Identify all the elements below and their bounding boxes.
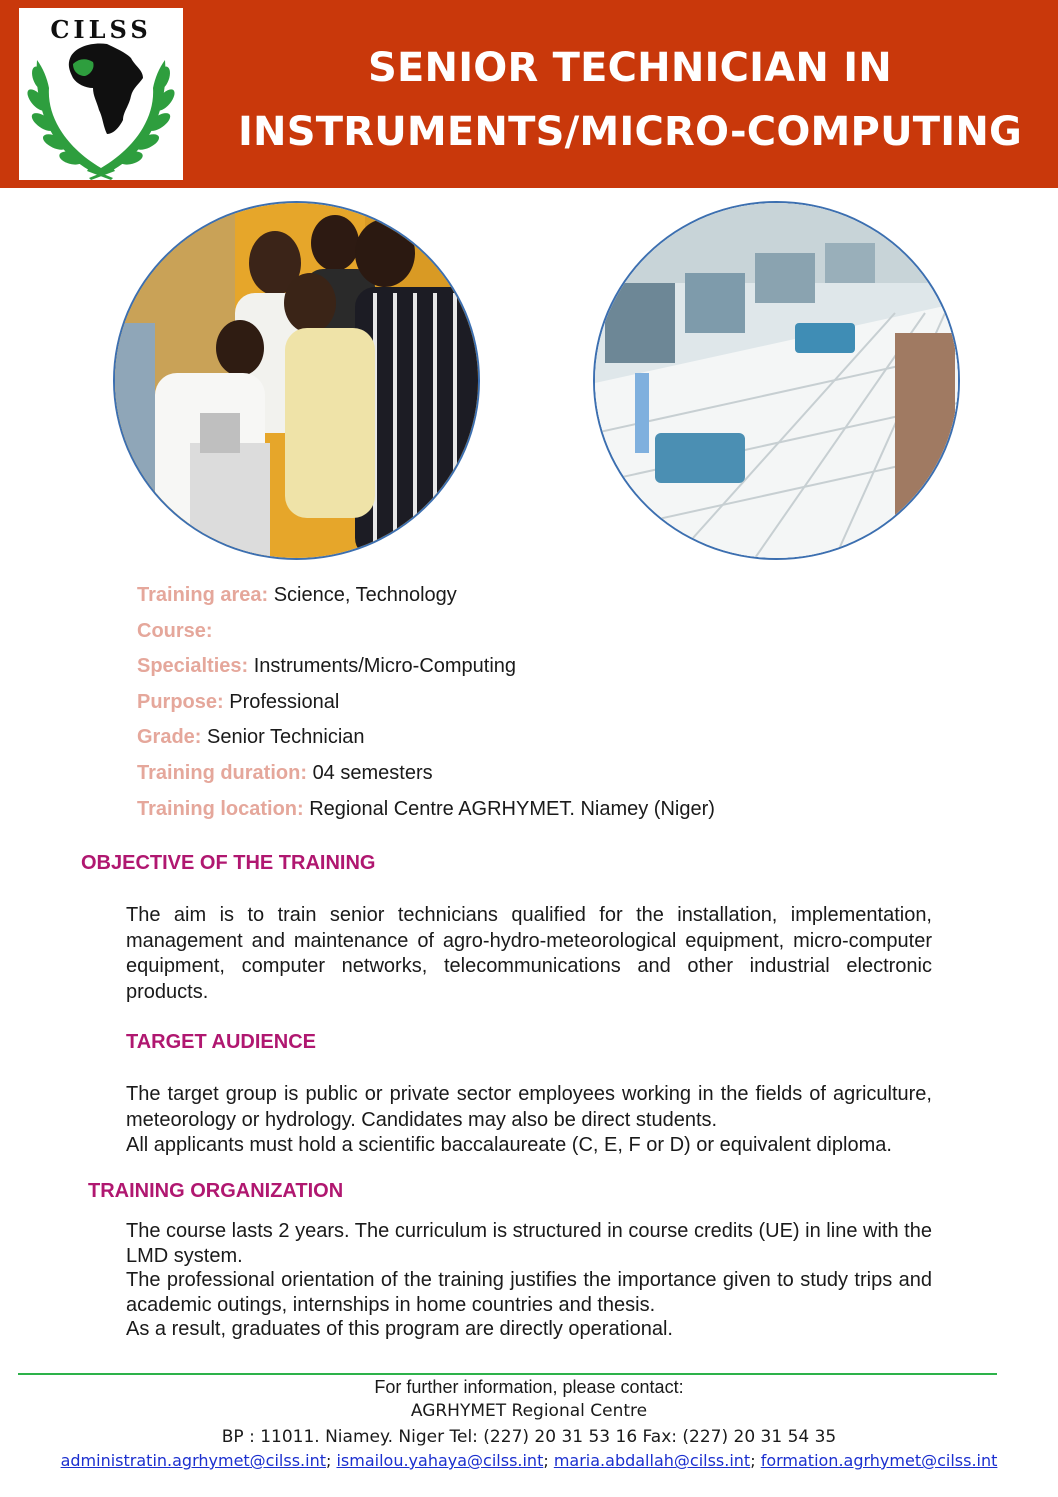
fact-grade: Grade: Senior Technician bbox=[137, 726, 365, 749]
objective-heading: OBJECTIVE OF THE TRAINING bbox=[81, 852, 376, 874]
organization-text-2: The professional orientation of the training justifies the importance given to study trips and academic outings, internships in home countries and thesis. bbox=[126, 1269, 932, 1316]
audience-text-2: All applicants must hold a scientific baccalaureate (C, E, F or D) or equivalent diploma. bbox=[126, 1134, 892, 1156]
laboratory-photo bbox=[593, 201, 960, 560]
organization-text-1: The course lasts 2 years. The curriculum is structured in course credits (UE) in line with the LMD system. bbox=[126, 1220, 932, 1267]
africa-laurel-logo-icon bbox=[19, 8, 183, 180]
header-banner bbox=[0, 0, 1058, 188]
fact-course: Course: bbox=[137, 619, 213, 642]
organization-heading: TRAINING ORGANIZATION bbox=[88, 1180, 344, 1202]
footer-divider bbox=[18, 1373, 997, 1375]
fact-specialties: Specialties: Instruments/Micro-Computing bbox=[137, 655, 517, 678]
footer-contact-intro: For further information, please contact: bbox=[374, 1377, 684, 1397]
fact-training-location: Training location: Regional Centre AGRHYMET. Niamey (Niger) bbox=[137, 797, 715, 820]
students-photo-image bbox=[115, 203, 478, 558]
email-link-maria[interactable]: maria.abdallah@cilss.int bbox=[553, 1451, 751, 1470]
students-training-photo bbox=[113, 201, 480, 560]
footer-email-links: administratin.agrhymet@cilss.int; ismailou.yahaya@cilss.int; maria.abdallah@cilss.int; formation.agrhymet@cilss.int bbox=[60, 1451, 998, 1470]
title-line-1: SENIOR TECHNICIAN IN bbox=[368, 45, 892, 91]
fact-purpose: Purpose: Professional bbox=[137, 690, 340, 713]
objective-text: The aim is to train senior technicians qualified for the installation, implementation, management and maintenance of agro-hydro-meteorological equipment, micro-computer equipment, computer networks, telecommunications and other industrial electronic products. bbox=[126, 904, 932, 1003]
email-link-ismailou[interactable]: ismailou.yahaya@cilss.int bbox=[336, 1451, 544, 1470]
footer-address-phone: BP : 11011. Niamey. Niger Tel: (227) 20 31 53 16 Fax: (227) 20 31 54 35 bbox=[221, 1427, 837, 1447]
cilss-logo bbox=[19, 8, 183, 180]
organization-text-3: As a result, graduates of this program are directly operational. bbox=[126, 1318, 673, 1340]
email-link-administratin[interactable]: administratin.agrhymet@cilss.int bbox=[60, 1451, 326, 1470]
training-facts bbox=[137, 578, 937, 827]
fact-training-duration: Training duration: 04 semesters bbox=[137, 761, 433, 784]
audience-heading: TARGET AUDIENCE bbox=[126, 1031, 316, 1053]
email-link-formation[interactable]: formation.agrhymet@cilss.int bbox=[760, 1451, 998, 1470]
title-line-2: INSTRUMENTS/MICRO-COMPUTING bbox=[237, 109, 1023, 155]
fact-training-area: Training area: Science, Technology bbox=[137, 584, 457, 606]
lab-photo-image bbox=[595, 203, 958, 558]
logo-lettering: CILSS bbox=[50, 15, 152, 44]
page-title bbox=[200, 36, 1058, 164]
footer-centre-name: AGRHYMET Regional Centre bbox=[410, 1401, 648, 1421]
audience-text-1: The target group is public or private sector employees working in the fields of agriculture, meteorology or hydrology. Candidates may also be direct students. bbox=[126, 1083, 932, 1131]
